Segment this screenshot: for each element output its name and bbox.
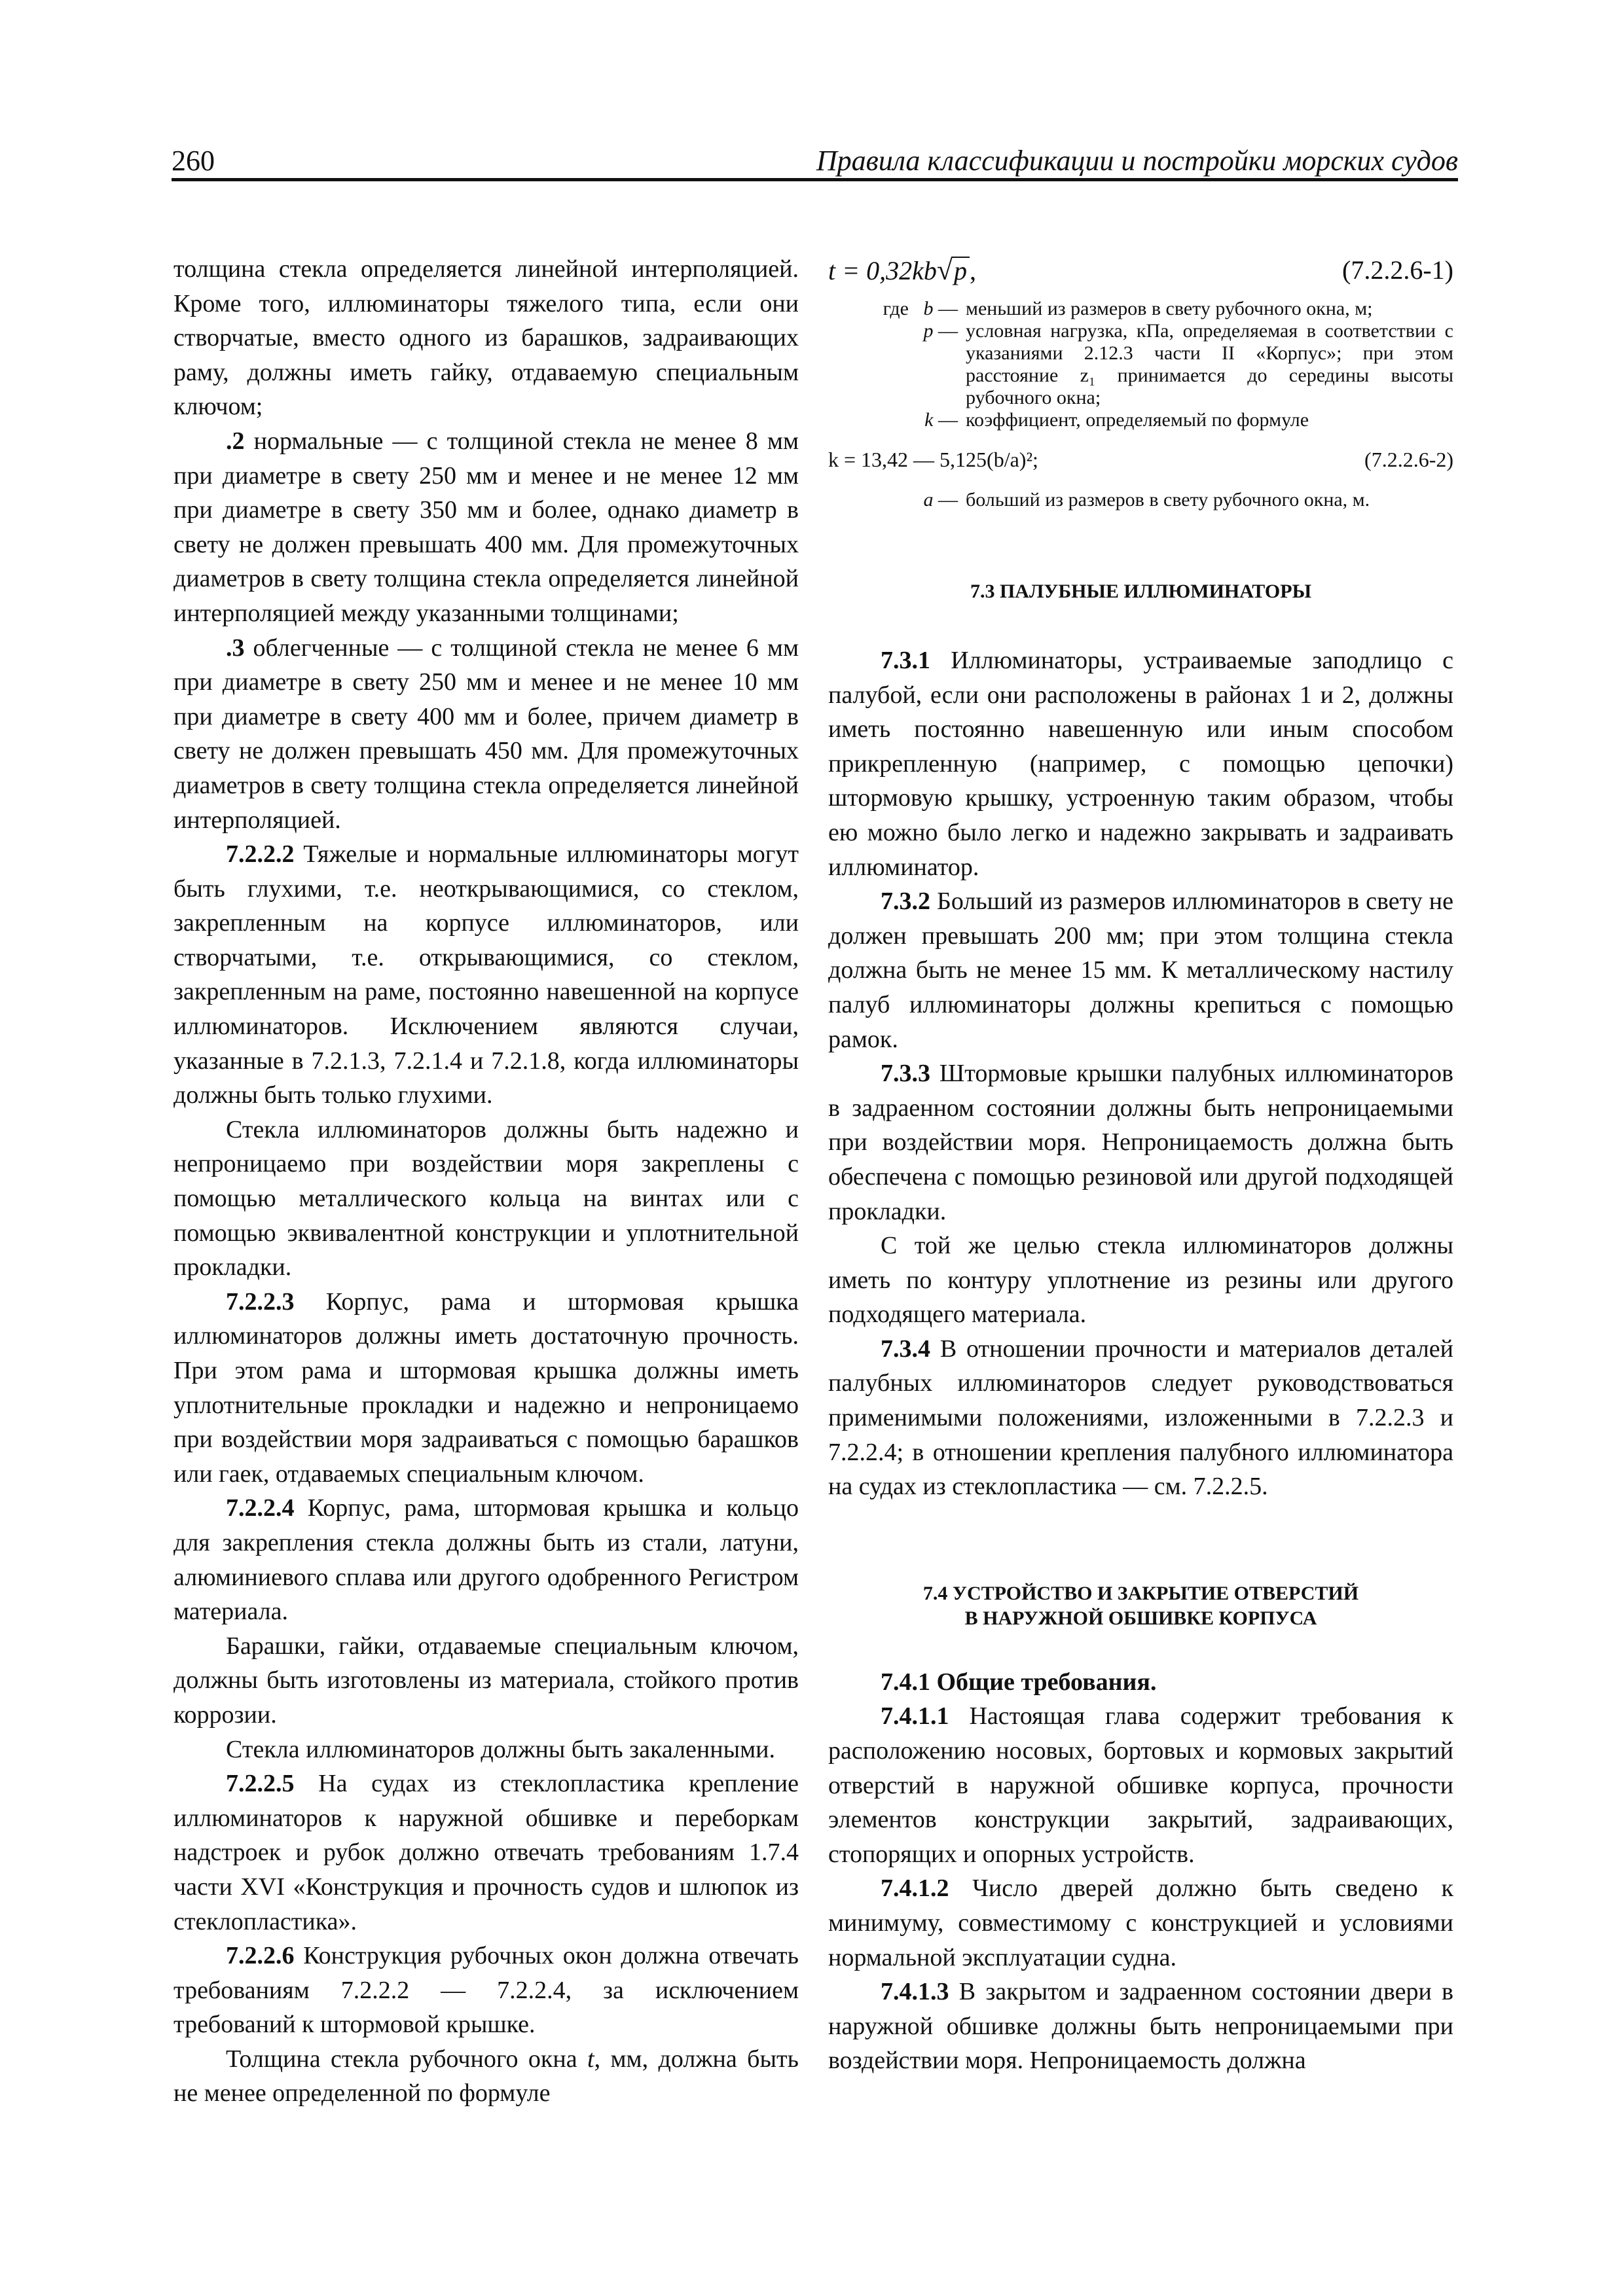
paragraph-text: Толщина стекла рубочного окна [226,2045,588,2073]
paragraph [828,1056,1453,1229]
where-list [828,298,1453,431]
where-item: где b — меньший из размеров в свету рубочного окна, м; [828,298,1453,320]
paragraph-text: Корпус, рама и штормовая крышка иллюминаторов должны иметь достаточную прочность. При этом рама и штормовая крышка должны иметь уплотнительные прокладки и надежно и непроницаемо при воздействии моря задраиваться с помощью барашков или гаек, отдаваемых специальным ключом. [173,1287,799,1488]
where-list [828,489,1453,511]
paragraph-text: На судах из стеклопластика крепление иллюминаторов к наружной обшивке и переборкам надстроек и рубок должно отвечать требованиям 1.7.4 части XVI «Конструкция и прочность судов и шлюпок из стеклопластика». [173,1770,799,1935]
running-title: Правила классификации и постройки морских судов [816,145,1458,177]
clause-number: 7.3.4 [881,1335,930,1363]
paragraph-text: нормальные — с толщиной стекла не менее 8 мм при диаметре в свету 250 мм и менее и не менее 12 мм при диаметре в свету 350 мм и более, однако диаметр в свету не должен превышать 400 мм. Для промежуточных диаметров в свету толщина стекла определяется линейной интерполяцией между указанными толщинами; [173,427,799,627]
paragraph: толщина стекла определяется линейной интерполяцией. Кроме того, иллюминаторы тяжелого типа, если они створчатые, вместо одного из барашков, задраивающих раму, должны иметь гайку, отдаваемую специальным ключом; [173,255,799,421]
paragraph [173,1285,799,1492]
clause-number: 7.2.2.5 [226,1770,295,1798]
paragraph-text: , мм, должна быть не менее определенной по формуле [173,2045,799,2108]
paragraph [173,1491,799,1628]
left-column [173,252,799,2111]
where-item: a — больший из размеров в свету рубочного окна, м. [828,489,1453,511]
clause-number: 7.2.2.3 [226,1287,295,1316]
paragraph-text: Число дверей должно быть сведено к минимуму, совместимому с конструкцией и условиями нормальной эксплуатации судна. [828,1874,1453,1971]
clause-number: 7.2.2.2 [226,840,295,869]
paragraph: С той же целью стекла иллюминаторов должны иметь по контуру уплотнение из резины или другого подходящего материала. [828,1232,1453,1329]
paragraph-text: Настоящая глава содержит требования к расположению носовых, бортовых и кормовых закрытий отверстий в наружной обшивке корпуса, прочности элементов конструкции закрытий, задраивающих, стопорящих и опорных устройств. [828,1702,1453,1868]
where-text: больший из размеров в свету рубочного окна, м. [966,489,1370,511]
paragraph [828,1871,1453,1975]
where-word: где [883,298,909,319]
where-item: k — коэффициент, определяемый по формуле [828,409,1453,431]
paragraph [173,424,799,631]
paragraph: Стекла иллюминаторов должны быть закаленными. [226,1735,776,1763]
paragraph [828,1332,1453,1504]
paragraph [173,837,799,1113]
where-text: коэффициент, определяемый по формуле [966,409,1309,431]
paragraph [173,2042,799,2111]
section-title-line: В НАРУЖНОЙ ОБШИВКЕ КОРПУСА [964,1607,1317,1629]
formula-expression [828,252,976,289]
paragraph-text: Конструкция рубочных окон должна отвечать требованиям 7.2.2.2 — 7.2.2.4, за исключением требований к штормовой крышке. [173,1942,799,2039]
header-rule [172,178,1458,181]
paragraph-text: Больший из размеров иллюминаторов в свету не должен превышать 200 мм; при этом толщина стекла должна быть не менее 15 мм. К металлическому настилу палуб иллюминаторы должны крепиться с помощью рамок. [828,888,1453,1053]
clause-number: 7.4.1.2 [881,1874,949,1903]
paragraph: Барашки, гайки, отдаваемые специальным ключом, должны быть изготовлены из материала, стойкого против коррозии. [173,1632,799,1729]
page-header [172,143,1458,182]
formula-tail: , [970,256,977,285]
clause-number: 7.2.2.4 [226,1494,295,1522]
subsection-heading: 7.4.1 Общие требования. [881,1668,1157,1696]
formula-radicand: p [951,257,970,284]
formula-expression: k = 13,42 — 5,125(b/a)²; [828,448,1038,471]
clause-number: 7.4.1.1 [881,1702,949,1731]
sqrt-sign: √ [936,254,953,286]
paragraph-text: Штормовые крышки палубных иллюминаторов в задраенном состоянии должны быть непроницаемыми при воздействии моря. Непроницаемость должна быть обеспечена с помощью резиновой или другой подходящей прокладки. [828,1060,1453,1225]
where-symbol: p [923,320,934,342]
item-number: .2 [226,427,245,455]
clause-number: 7.4.1.3 [881,1978,949,2006]
paragraph-text: В отношении прочности и материалов деталей палубных иллюминаторов следует руководствоваться применимыми положениями, изложенными в 7.2.2.3 и 7.2.2.4; в отношении крепления палубного иллюминатора на судах из стеклопластика — см. 7.2.2.5. [828,1335,1453,1501]
clause-number: 7.3.1 [881,647,930,674]
clause-number: 7.2.2.6 [226,1942,295,1970]
formula-lhs: t = 0,32kb [828,256,937,285]
where-text: меньший из размеров в свету рубочного окна, м; [966,298,1373,319]
paragraph [828,643,1453,884]
paragraph-text: Корпус, рама, штормовая крышка и кольцо для закрепления стекла должны быть из стали, латуни, алюминиевого сплава или другого одобренного Регистром материала. [173,1494,799,1626]
paragraph-text: В закрытом и задраенном состоянии двери в наружной обшивке должны быть непроницаемыми при воздействии моря. Непроницаемость должна [828,1978,1453,2075]
formula-number: (7.2.2.6-1) [1342,255,1453,285]
item-number: .3 [226,634,245,662]
where-symbol: b [923,298,934,319]
where-symbol: a [923,489,934,511]
section-title-7-3: 7.3 ПАЛУБНЫЕ ИЛЛЮМИНАТОРЫ [970,581,1312,602]
paragraph [173,1767,799,1939]
paragraph-text: Тяжелые и нормальные иллюминаторы могут быть глухими, т.е. неоткрывающимися, со стеклом, закрепленным на корпусе иллюминаторов, или створчатыми, т.е. открывающимися, со стеклом, закрепленным на раме, постоянно навешенной на корпусе иллюминаторов. Исключением являются случаи, указанные в 7.2.1.3, 7.2.1.4 и 7.2.1.8, когда иллюминаторы должны быть только глухими. [173,840,799,1109]
paragraph [828,1699,1453,1871]
where-symbol: k [924,409,934,431]
paragraph-text: Иллюминаторы, устраиваемые заподлицо с палубой, если они расположены в районах 1 и 2, должны иметь постоянно навешенную или иным способом прикрепленную (например, с помощью цепочки) штормовую крышку, устроенную таким образом, чтобы ею можно было легко и надежно закрывать и задраивать иллюминатор. [828,647,1453,881]
right-column [828,252,1453,2078]
clause-number: 7.3.3 [881,1060,930,1088]
formula-number: (7.2.2.6-2) [1364,448,1453,471]
section-title-7-4 [828,1581,1453,1631]
clause-number: 7.3.2 [881,888,930,916]
paragraph-text: облегченные — с толщиной стекла не менее 6 мм при диаметре в свету 250 мм и менее и не менее 10 мм при диаметре в свету 400 мм и более, причем диаметр в свету не должен превышать 450 мм. Для промежуточных диаметров в свету толщина стекла определяется линейной интерполяцией. [173,634,799,834]
paragraph [828,1975,1453,2078]
paragraph [173,1939,799,2042]
paragraph [828,884,1453,1056]
section-title-line: 7.4 УСТРОЙСТВО И ЗАКРЫТИЕ ОТВЕРСТИЙ [922,1582,1359,1604]
paragraph: Стекла иллюминаторов должны быть надежно и непроницаемо при воздействии моря закреплены с помощью металлического кольца на винтах или с помощью эквивалентной конструкции и уплотнительной прокладки. [173,1115,799,1282]
paragraph [173,631,799,838]
formula-7-2-2-6-1 [828,252,1453,289]
page-number: 260 [172,145,215,177]
where-item: p — условная нагрузка, кПа, определяемая в соответствии с указаниями 2.12.3 части II «Корпус»; при этом расстояние z₁ принимается до середины высоты рубочного окна; [923,320,1453,408]
formula-7-2-2-6-2 [828,444,1453,475]
variable: t [587,2045,594,2073]
where-text: условная нагрузка, кПа, определяемая в соответствии с указаниями 2.12.3 части II «Корпус»; при этом расстояние z₁ принимается до середины высоты рубочного окна; [966,320,1453,408]
